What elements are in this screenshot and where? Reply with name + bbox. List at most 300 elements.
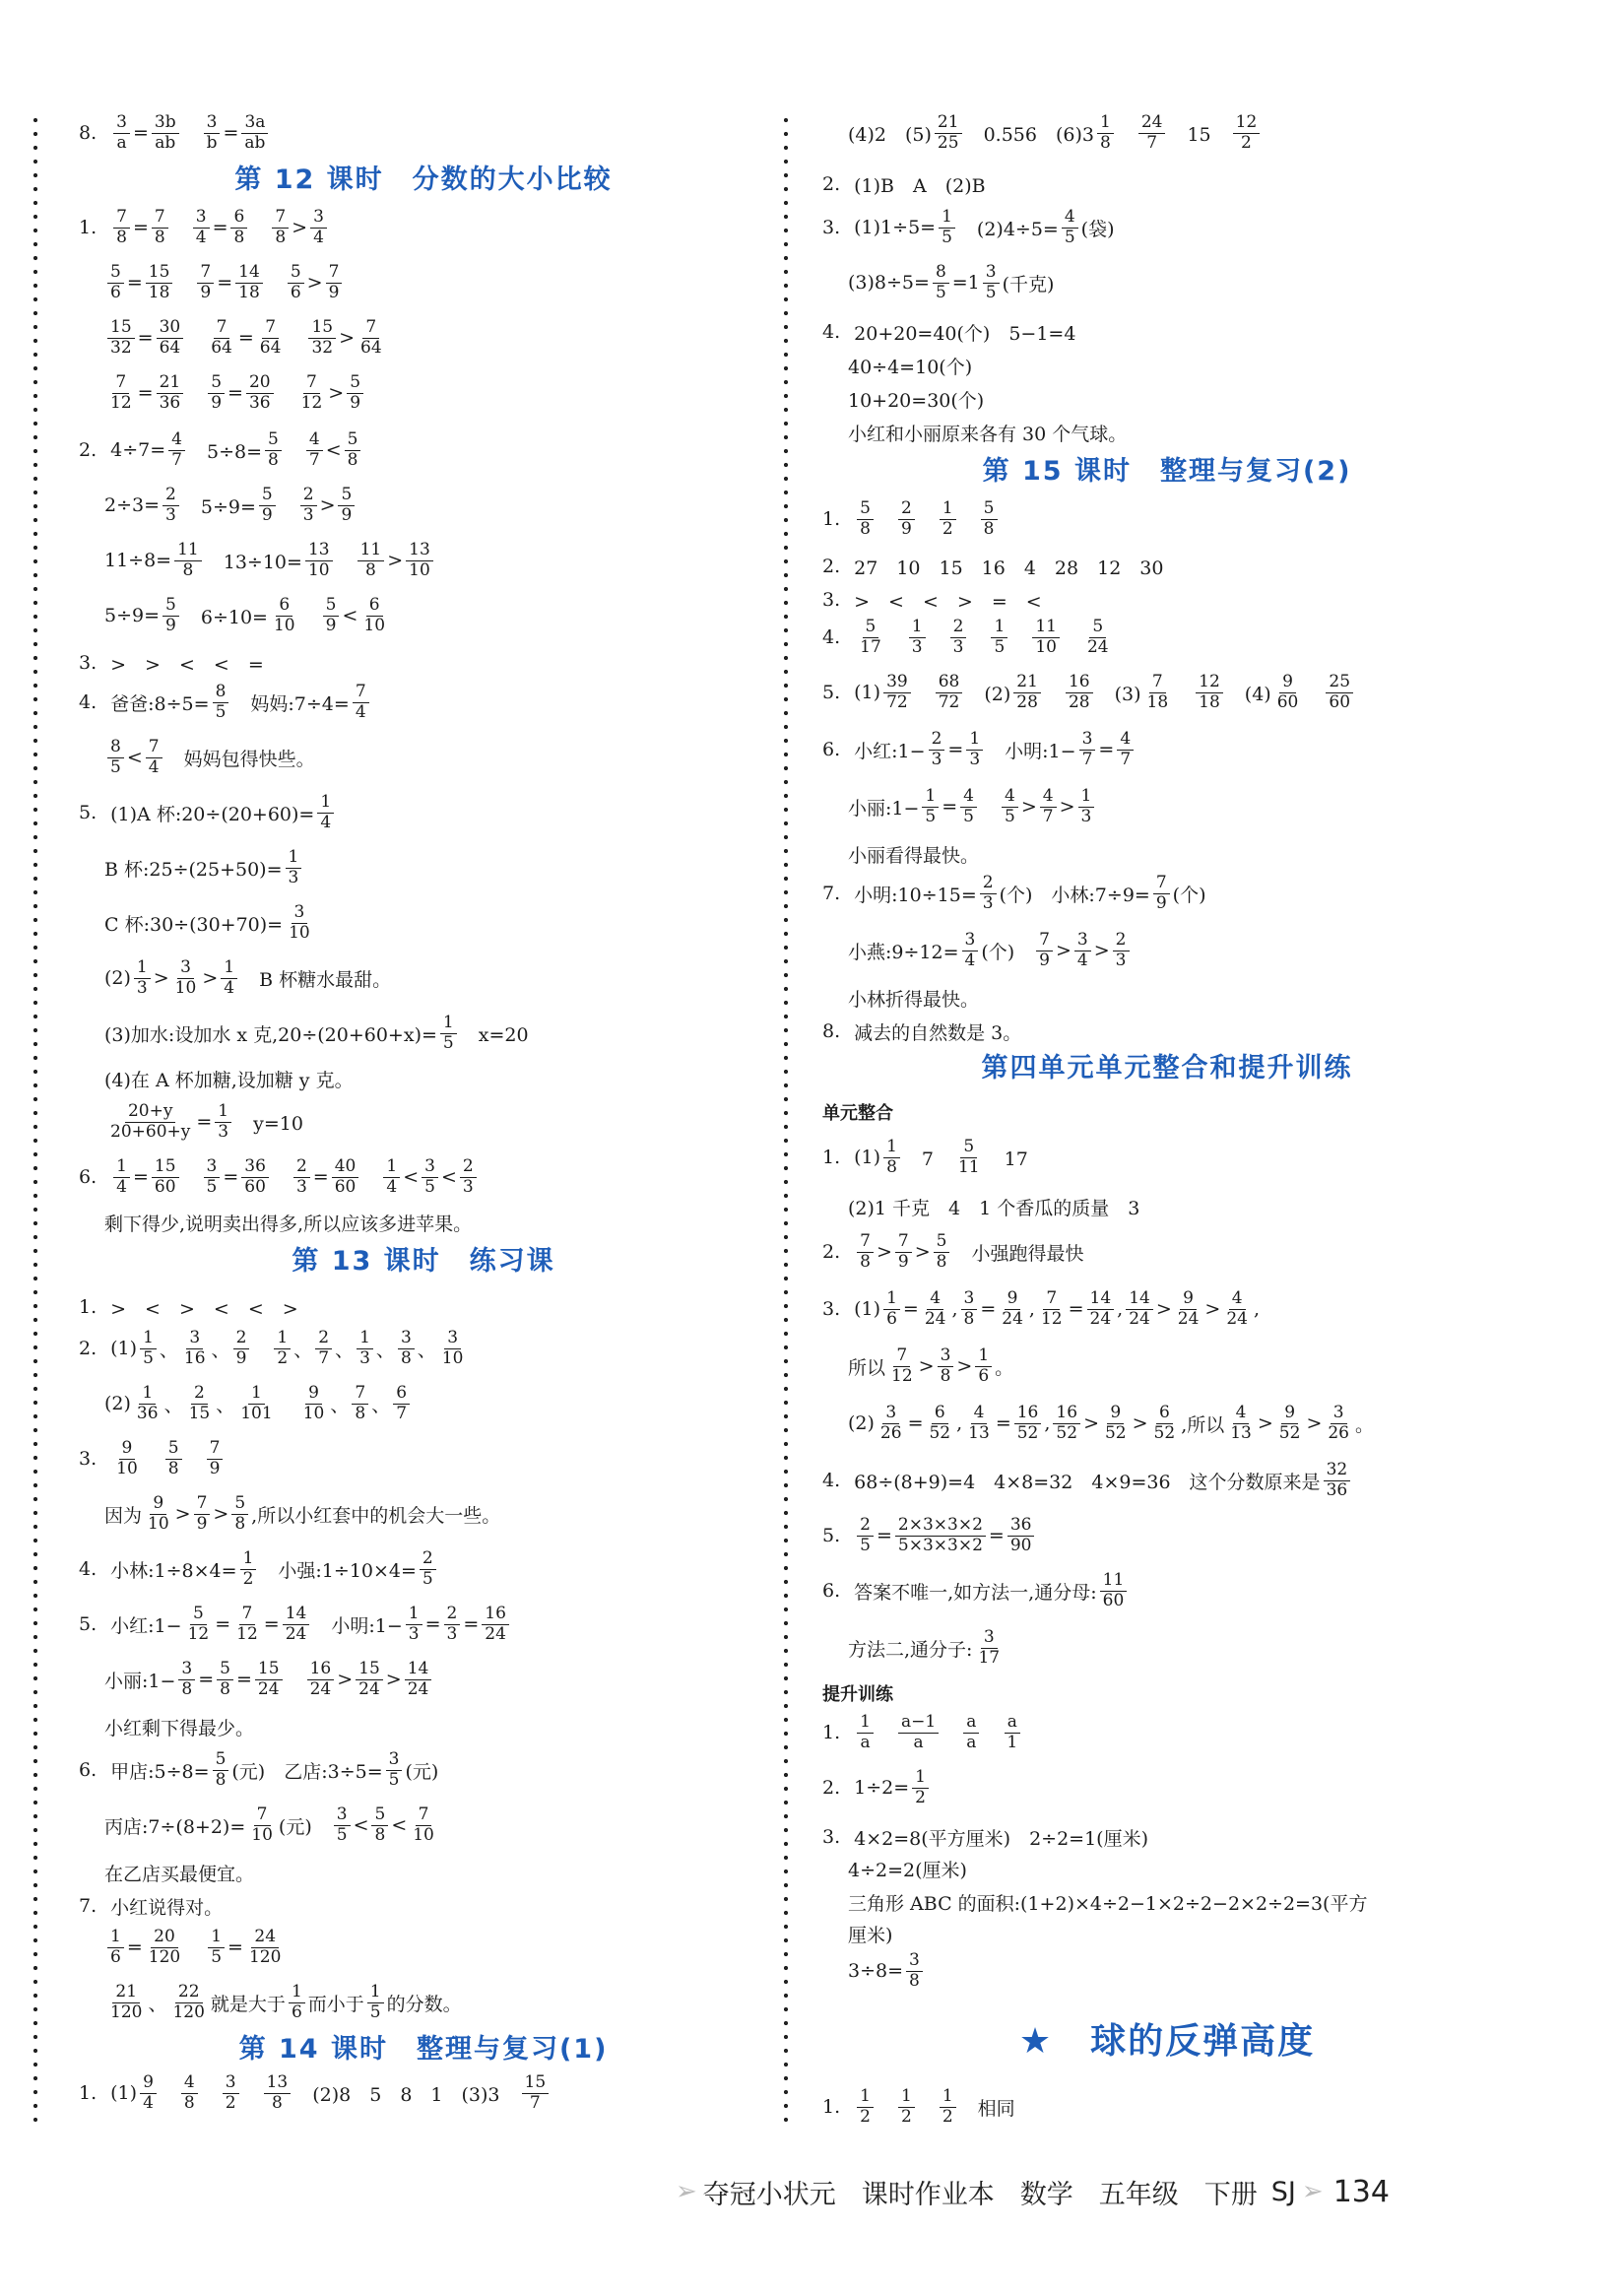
section-heading — [79, 2026, 768, 2066]
question-number: 5. — [79, 1613, 97, 1635]
fraction-numerator: 5 — [347, 374, 363, 394]
fraction-denominator: 4 — [355, 701, 366, 722]
fraction-denominator: 9 — [261, 504, 273, 525]
answer-text: > — [292, 217, 308, 238]
fraction-denominator: 4 — [224, 977, 235, 998]
answer-text: (元) 乙店:3÷5= — [231, 1760, 383, 1783]
fraction-denominator: 10 — [363, 615, 386, 635]
fraction-numerator: 5 — [208, 374, 225, 394]
fraction-numerator: 7 — [197, 264, 214, 284]
fraction-numerator: 12 — [1196, 674, 1223, 693]
fraction — [420, 1547, 436, 1589]
question-number: 3. — [822, 1298, 841, 1320]
fraction-numerator: 1 — [898, 2088, 915, 2108]
fraction — [107, 1100, 193, 1142]
arrow-icon: ➢ — [676, 2177, 697, 2206]
fraction-denominator: 2 — [225, 2092, 236, 2113]
fraction-numerator: 3 — [422, 1158, 438, 1178]
answer-text — [1304, 680, 1323, 706]
answer-line — [79, 683, 372, 722]
fraction — [909, 616, 926, 657]
fraction-denominator: 8 — [182, 559, 194, 580]
fraction-denominator: 8 — [347, 449, 358, 470]
fraction-numerator: 1 — [912, 1769, 929, 1789]
fraction-denominator: 60 — [244, 1176, 266, 1197]
fraction-denominator: 7 — [1081, 749, 1093, 769]
fraction-denominator: 4 — [148, 756, 160, 777]
fraction-numerator: 7 — [895, 1233, 912, 1253]
fraction — [935, 111, 962, 153]
answer-text: 小明:1− — [312, 1614, 403, 1637]
fraction — [883, 1287, 900, 1329]
fraction-numerator: 3a — [241, 114, 268, 134]
fraction — [215, 1100, 231, 1142]
fraction-denominator: 20+60+y — [110, 1121, 191, 1142]
fraction-denominator: 10 — [302, 1403, 325, 1423]
fraction-denominator: 8 — [963, 1308, 975, 1329]
fraction-denominator: 8 — [860, 518, 871, 539]
answer-text: (4)2 (5) — [848, 123, 932, 146]
fraction-numerator: 3 — [310, 209, 327, 229]
fraction-denominator: 3 — [446, 1623, 458, 1644]
answer-text: 4÷2=2(厘米) — [848, 1859, 967, 1881]
fraction-denominator: 10 — [441, 1347, 464, 1368]
fraction — [274, 1327, 291, 1368]
answer-text: 小强跑得最快 — [952, 1242, 1084, 1265]
fraction-numerator: 7 — [152, 209, 168, 229]
fraction-denominator: 5 — [994, 636, 1006, 657]
fraction-numerator: 1 — [113, 1158, 130, 1178]
fraction-numerator: 7 — [146, 739, 162, 758]
fraction — [857, 1711, 874, 1752]
fraction — [338, 484, 355, 525]
fraction — [240, 1547, 257, 1589]
fraction — [1326, 671, 1353, 712]
question-number: 6. — [79, 1166, 97, 1188]
fraction-numerator: 5 — [190, 1606, 207, 1625]
answer-text: = — [223, 1166, 239, 1188]
fraction-numerator: 4 — [1040, 788, 1057, 808]
fraction-numerator: 13 — [406, 542, 433, 561]
fraction-denominator: 12 — [300, 392, 323, 413]
fraction — [857, 497, 874, 539]
fraction-numerator: 5 — [934, 1233, 950, 1253]
fraction — [482, 1603, 509, 1644]
fraction-denominator: 7 — [1042, 806, 1054, 826]
fraction — [310, 206, 327, 247]
fraction-numerator: 7 — [113, 209, 130, 229]
fraction-denominator: 60 — [1329, 691, 1351, 712]
fraction-numerator: 7 — [1043, 1290, 1060, 1310]
fraction-denominator: 120 — [148, 1946, 181, 1967]
fraction-numerator: 2 — [1113, 932, 1130, 951]
answer-line — [79, 1750, 438, 1790]
answer-text: > — [1056, 940, 1072, 961]
fraction — [439, 1327, 467, 1368]
fraction — [1004, 1711, 1020, 1752]
fraction — [288, 261, 304, 302]
answer-text: (2)1 千克 4 1 个香瓜的质量 3 — [848, 1197, 1140, 1219]
answer-text: > — [1155, 1298, 1172, 1320]
answer-line — [79, 430, 363, 470]
question-number: 2. — [822, 1777, 841, 1799]
fraction-numerator: 9 — [140, 2074, 157, 2094]
fraction-denominator: 24 — [924, 1308, 946, 1329]
fraction-denominator: 12 — [110, 392, 132, 413]
fraction-numerator: 15 — [146, 264, 173, 284]
fraction — [955, 1136, 983, 1177]
fraction-numerator: 5 — [345, 431, 361, 451]
fraction-numerator: 1 — [215, 1103, 231, 1123]
fraction-numerator: 20 — [246, 374, 274, 394]
fraction-denominator: 7 — [396, 1403, 408, 1423]
fraction-denominator: 72 — [938, 691, 960, 712]
fraction-denominator: 10 — [1035, 636, 1057, 657]
fraction-numerator: 3 — [882, 1405, 899, 1424]
answer-text: (4) — [1225, 683, 1271, 705]
answer-text: (1)A 杯:20÷(20+60)= — [110, 803, 315, 825]
fraction-denominator: 3 — [302, 504, 314, 525]
answer-text: 、 — [163, 1394, 183, 1416]
fraction — [898, 2085, 915, 2127]
fraction-denominator: 9 — [900, 518, 912, 539]
answer-line — [822, 1951, 926, 1991]
answer-text: = — [902, 1298, 919, 1320]
fraction-denominator: 10 — [251, 1824, 273, 1845]
fraction-denominator: 5 — [110, 756, 121, 777]
fraction-denominator: 10 — [413, 1824, 434, 1845]
fraction — [353, 681, 369, 722]
fraction — [940, 497, 956, 539]
fraction — [146, 261, 173, 302]
page-number: 134 — [1332, 2174, 1390, 2209]
answer-text — [186, 325, 205, 352]
fraction-numerator: 1 — [440, 1015, 457, 1034]
fraction-denominator: 36 — [1326, 1479, 1348, 1500]
fraction — [157, 316, 184, 358]
fraction — [107, 261, 124, 302]
fraction-denominator: 8 — [181, 1678, 193, 1699]
answer-text: (2) — [104, 967, 131, 989]
answer-text — [1117, 120, 1136, 147]
answer-text: 0.556 (6)3 — [964, 123, 1094, 146]
fraction-denominator: 5 — [925, 806, 937, 826]
fraction-numerator: 21 — [935, 114, 962, 134]
fraction — [1151, 1402, 1179, 1443]
fraction-numerator: 3 — [193, 209, 210, 229]
fraction — [208, 1926, 225, 1967]
answer-text — [1174, 680, 1193, 706]
fraction-numerator: 3 — [1079, 731, 1096, 751]
answer-text: 4÷7= — [110, 439, 166, 461]
answer-text — [929, 624, 947, 651]
answer-text — [1063, 624, 1081, 651]
fraction-numerator: 3 — [1331, 1405, 1347, 1424]
answer-line — [822, 730, 1137, 769]
fraction — [912, 1766, 929, 1807]
answer-line — [79, 1494, 500, 1534]
answer-line — [79, 903, 316, 943]
answer-text: > — [1059, 796, 1075, 818]
fraction — [334, 1806, 351, 1845]
fraction-denominator: 5 — [963, 806, 974, 826]
fraction-denominator: 18 — [148, 282, 170, 302]
answer-line — [822, 1628, 1006, 1668]
fraction — [1038, 1287, 1066, 1329]
fraction-denominator: 3 — [969, 749, 981, 769]
answer-text: 。 — [1355, 1413, 1375, 1436]
fraction-denominator: 60 — [1276, 691, 1299, 712]
fraction-numerator: a — [963, 1714, 979, 1734]
fraction-numerator: 7 — [857, 1233, 874, 1253]
fraction-numerator: 5 — [863, 619, 879, 638]
answer-text: 妈妈包得快些。 — [164, 748, 315, 770]
fraction-denominator: 2 — [242, 1568, 254, 1589]
fraction — [960, 785, 977, 826]
answer-text: = — [212, 217, 228, 238]
fraction-numerator: 3b — [152, 114, 179, 134]
fraction — [286, 846, 302, 887]
fraction-denominator: 8 — [860, 1251, 871, 1272]
fraction-denominator: 72 — [886, 691, 908, 712]
fraction-denominator: 9 — [1039, 950, 1050, 970]
fraction — [345, 428, 361, 470]
fraction — [950, 616, 967, 657]
answer-text: (3)8÷5= — [848, 272, 930, 294]
fraction-numerator: 9 — [150, 1495, 166, 1515]
answer-text: > — [918, 1355, 935, 1377]
answer-text: (3)加水:设加水 x 克,20÷(20+60+x)= — [104, 1023, 437, 1046]
question-number: 4. — [79, 1558, 97, 1580]
fraction — [140, 2071, 157, 2113]
fraction — [934, 1230, 950, 1272]
answer-line — [79, 1439, 226, 1478]
fraction-denominator: 60 — [154, 1176, 176, 1197]
answer-text: > — [319, 494, 336, 516]
answer-text: (元) — [405, 1760, 439, 1783]
answer-text: 答案不唯一,如方法一,通分母: — [854, 1581, 1097, 1604]
fraction-denominator: 24 — [1226, 1308, 1248, 1329]
fraction — [975, 1347, 992, 1386]
answer-text: 68÷(8+9)=4 4×8=32 4×9=36 这个分数原来是 — [854, 1471, 1321, 1493]
fraction — [386, 1748, 403, 1790]
fraction-denominator: 24 — [485, 1623, 506, 1644]
fraction-denominator: 4 — [313, 227, 324, 247]
fraction-denominator: 6 — [291, 2001, 302, 2022]
fraction-denominator: 52 — [1153, 1422, 1176, 1443]
answer-text: > > < < = — [110, 653, 264, 676]
fraction — [440, 1012, 457, 1053]
fraction — [162, 484, 179, 525]
fraction-denominator: 6 — [886, 1308, 897, 1329]
answer-text: = — [196, 1111, 213, 1133]
fraction-denominator: 5 — [206, 1176, 218, 1197]
answer-text: 1÷2= — [854, 1777, 910, 1799]
fraction-denominator: 3 — [218, 1121, 229, 1142]
fraction-denominator: 8 — [167, 1458, 179, 1478]
question-number: 4. — [822, 1470, 841, 1491]
fraction — [113, 111, 130, 153]
answer-text: , — [956, 1412, 963, 1434]
fraction — [181, 1327, 209, 1368]
fraction-denominator: 24 — [1129, 1308, 1150, 1329]
fraction-numerator: 1 — [240, 1550, 257, 1570]
fraction-numerator: 5 — [231, 1495, 248, 1515]
fraction-numerator: 1 — [966, 731, 983, 751]
answer-line — [822, 1914, 892, 1953]
answer-line — [79, 738, 315, 777]
fraction-numerator: 1 — [107, 1929, 124, 1948]
fraction — [981, 497, 998, 539]
answer-text — [361, 1164, 380, 1191]
answer-text: = — [876, 1525, 892, 1546]
answer-text: 、 — [216, 1394, 235, 1416]
fraction — [223, 2071, 239, 2113]
answer-text: 、 — [330, 1394, 350, 1416]
fraction-denominator: 101 — [240, 1403, 273, 1423]
answer-text: , — [1253, 1298, 1260, 1320]
answer-text — [201, 2080, 220, 2107]
answer-line — [79, 596, 391, 635]
answer-line — [79, 2073, 552, 2113]
fraction-numerator: 1 — [367, 1984, 384, 2003]
answer-text: (1)1÷5= — [854, 217, 937, 238]
fraction-numerator: 1 — [883, 1290, 900, 1310]
answer-text: ,所以 — [1181, 1413, 1225, 1436]
fraction — [926, 1402, 953, 1443]
fraction — [857, 2085, 874, 2127]
fraction — [300, 484, 317, 525]
fraction — [1013, 671, 1041, 712]
fraction — [1040, 785, 1057, 826]
fraction-denominator: 10 — [273, 615, 295, 635]
answer-text: > — [328, 382, 345, 404]
answer-text: (2) — [965, 683, 1011, 705]
answer-text — [182, 1164, 201, 1191]
fraction-numerator: 3 — [204, 114, 221, 134]
answer-text — [877, 1720, 895, 1746]
fraction-denominator: 7 — [171, 449, 182, 470]
fraction — [204, 111, 221, 153]
fraction-denominator: 8 — [268, 449, 279, 470]
answer-text: = — [995, 1412, 1011, 1434]
answer-text: = — [227, 1936, 243, 1958]
fraction-numerator: 9 — [1279, 674, 1296, 693]
fraction-numerator: 5 — [162, 597, 179, 617]
answer-line — [822, 1461, 1353, 1500]
fraction-numerator: 1 — [940, 500, 956, 520]
fraction-denominator: b — [206, 132, 218, 153]
fraction-numerator: 21 — [112, 1984, 140, 2003]
fraction-numerator: 4 — [1233, 1405, 1250, 1424]
fraction-numerator: 5 — [323, 597, 340, 617]
fraction-numerator: 3 — [177, 959, 194, 979]
fraction-denominator: 5 — [336, 1824, 348, 1845]
answer-text: (4)在 A 杯加糖,设加糖 y 克。 — [104, 1069, 354, 1091]
answer-text: > — [1020, 796, 1037, 818]
fraction — [1274, 671, 1302, 712]
answer-text — [185, 1446, 204, 1473]
answer-line — [822, 1346, 1013, 1386]
answer-text — [252, 1336, 271, 1362]
answer-text: 小丽:1− — [104, 1670, 176, 1692]
answer-text: , — [951, 1298, 958, 1320]
fraction-numerator: 7 — [254, 1806, 271, 1826]
answer-text: 剩下得少,说明卖出得多,所以应该多进苹果。 — [104, 1213, 473, 1235]
fraction-numerator: 14 — [405, 1661, 432, 1680]
fraction-numerator: 7 — [352, 1385, 368, 1405]
fraction-denominator: 36 — [159, 392, 181, 413]
answer-line — [79, 263, 345, 302]
fraction-denominator: 8 — [1099, 132, 1111, 153]
fraction — [107, 316, 135, 358]
fraction — [857, 1230, 874, 1272]
fraction — [265, 428, 282, 470]
fraction-numerator: 2 — [950, 619, 967, 638]
answer-text — [918, 2094, 937, 2121]
fraction-numerator: 1 — [939, 209, 955, 229]
fraction — [857, 1514, 874, 1555]
fraction — [152, 206, 168, 247]
fraction — [307, 1658, 335, 1699]
fraction — [300, 1382, 328, 1423]
fraction-denominator: 12 — [187, 1623, 210, 1644]
fraction-denominator: 18 — [1146, 691, 1169, 712]
fraction — [393, 1382, 410, 1423]
answer-text: < — [353, 1814, 369, 1836]
fraction — [221, 956, 237, 998]
fraction — [305, 539, 333, 580]
fraction-denominator: 8 — [215, 1769, 227, 1790]
fraction-denominator: 10 — [116, 1458, 138, 1478]
answer-text: = — [236, 1669, 252, 1690]
answer-line — [822, 874, 1205, 913]
answer-line — [79, 1329, 469, 1368]
answer-text: > — [213, 1503, 229, 1525]
fraction — [1078, 785, 1095, 826]
fraction-denominator: 5 — [369, 2001, 381, 2022]
fraction-numerator: 21 — [1013, 674, 1041, 693]
fraction — [272, 206, 289, 247]
fraction — [460, 1155, 477, 1197]
answer-line — [79, 1805, 440, 1845]
fraction-numerator: 7 — [303, 374, 320, 394]
fraction-numerator: a — [1005, 1714, 1020, 1734]
answer-text — [285, 437, 303, 464]
fraction-denominator: 8 — [116, 227, 127, 247]
fraction-denominator: 3 — [911, 636, 923, 657]
fraction — [991, 616, 1007, 657]
fraction-denominator: 3 — [408, 1623, 420, 1644]
fraction-numerator: 7 — [416, 1806, 432, 1826]
answer-text: < — [342, 605, 358, 626]
fraction-denominator: 18 — [1199, 691, 1220, 712]
answer-line — [79, 1605, 512, 1644]
fraction-denominator: 120 — [172, 2001, 205, 2022]
answer-text: 小丽看得最快。 — [848, 844, 980, 867]
fraction — [1175, 1287, 1202, 1329]
fraction-numerator: 1 — [286, 849, 302, 869]
answer-text: 相同 — [958, 2097, 1015, 2120]
section-heading — [79, 1238, 768, 1278]
fraction-denominator: 5×3×3×2 — [897, 1535, 983, 1555]
answer-text: 小明:1− — [986, 740, 1076, 762]
answer-text — [272, 1164, 291, 1191]
fraction-numerator: 1 — [922, 788, 939, 808]
fraction-denominator: 3 — [165, 504, 176, 525]
fraction — [356, 1658, 383, 1699]
answer-text: 所以 — [848, 1356, 886, 1379]
